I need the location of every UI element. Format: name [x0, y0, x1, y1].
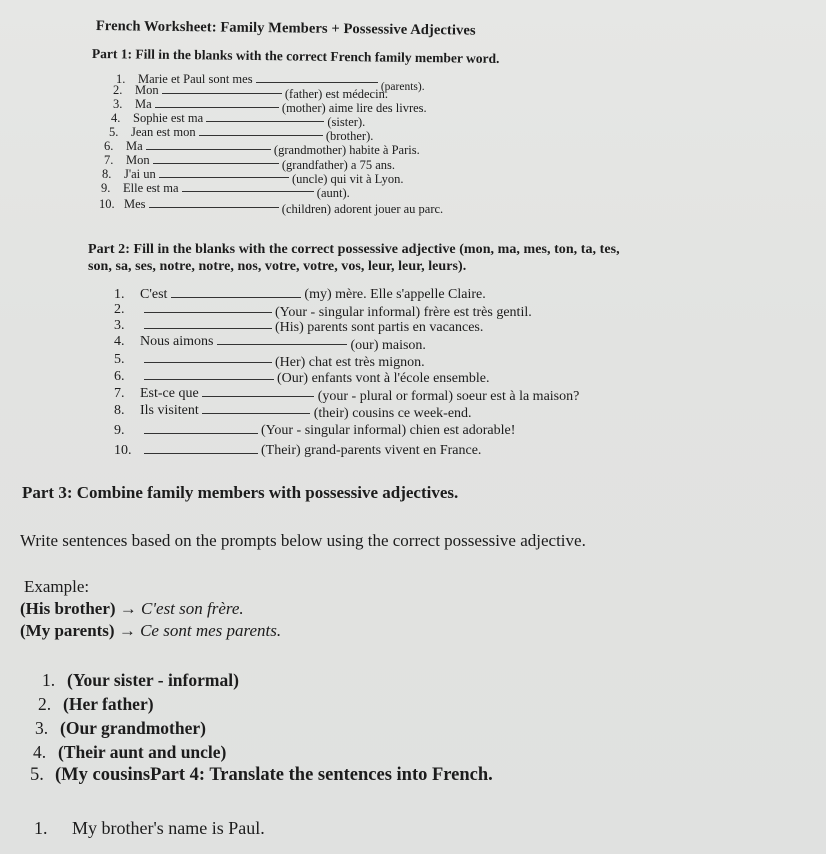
part3-item: 5. (My cousinsPart 4: Translate the sentences into French. — [30, 765, 493, 785]
answer-blank[interactable] — [144, 370, 274, 380]
answer-blank[interactable] — [199, 126, 323, 136]
answer-blank[interactable] — [206, 112, 324, 122]
answer-blank[interactable] — [256, 73, 378, 83]
example-row: (His brother) → C'est son frère. — [20, 599, 244, 618]
arrow-icon: → — [118, 621, 136, 640]
part3-heading: Part 3: Combine family members with possessive adjectives. — [22, 483, 459, 502]
answer-blank[interactable] — [217, 335, 347, 345]
part2-item: 2. (Your - singular informal) frère est très gentil. — [114, 302, 532, 320]
part2-item: 3. (His) parents sont partis en vacances. — [114, 318, 484, 335]
arrow-icon: → — [119, 599, 137, 618]
part2-item: 9. (Your - singular informal) chien est adorable! — [114, 423, 516, 438]
part1-item: 6. Ma (grandmother) habite à Paris. — [104, 139, 420, 157]
example-label: Example: — [24, 577, 90, 596]
part3-item: 2. (Her father) — [38, 694, 154, 714]
part3-instructions: Write sentences based on the prompts below using the correct possessive adjective. — [20, 531, 586, 550]
answer-blank[interactable] — [162, 84, 282, 94]
part2-heading: Part 2: Fill in the blanks with the correct possessive adjective (mon, ma, mes, ton, ta, tes, son, sa, ses, notre, notre, nos, votre, votre, vos, leur, leur, leurs). — [88, 242, 620, 274]
part1-item: 3. Ma (mother) aime lire des livres. — [113, 97, 427, 115]
part1-item: 4. Sophie est ma (sister). — [111, 111, 366, 129]
answer-blank[interactable] — [202, 404, 310, 414]
answer-blank[interactable] — [149, 198, 279, 208]
part2-item: 5. (Her) chat est très mignon. — [114, 352, 425, 370]
answer-blank[interactable] — [144, 319, 272, 329]
part2-item: 7. Est-ce que (your - plural or formal) soeur est à la maison? — [114, 386, 580, 404]
part1-item: 1. Marie et Paul sont mes (parents). — [116, 72, 425, 93]
part1-item: 9. Elle est ma (aunt). — [101, 181, 350, 200]
part3-item: 4. (Their aunt and uncle) — [33, 742, 227, 762]
part1-heading: Part 1: Fill in the blanks with the correct French family member word. — [91, 46, 500, 66]
part3-item: 1. (Your sister - informal) — [42, 670, 239, 690]
part1-item: 10. Mes (children) adorent jouer au parc. — [99, 197, 444, 216]
part2-item: 10. (Their) grand-parents vivent en France. — [114, 443, 482, 458]
part1-item: 2. Mon (father) est médecin. — [113, 83, 388, 101]
part1-item: 7. Mon (grandfather) a 75 ans. — [104, 153, 396, 172]
answer-blank[interactable] — [182, 182, 314, 192]
part2-item: 6. (Our) enfants vont à l'école ensemble. — [114, 369, 490, 386]
worksheet-title: French Worksheet: Family Members + Possessive Adjectives — [95, 18, 476, 39]
part2-item: 4. Nous aimons (our) maison. — [114, 334, 426, 353]
answer-blank[interactable] — [146, 140, 271, 150]
answer-blank[interactable] — [202, 387, 314, 397]
answer-blank[interactable] — [144, 444, 258, 454]
answer-blank[interactable] — [144, 424, 258, 434]
part1-item: 8. J'ai un (uncle) qui vit à Lyon. — [102, 167, 404, 186]
answer-blank[interactable] — [144, 303, 272, 313]
part1-item: 5. Jean est mon (brother). — [109, 125, 374, 143]
answer-blank[interactable] — [159, 168, 289, 178]
answer-blank[interactable] — [155, 98, 279, 108]
part2-item: 8. Ils visitent (their) cousins ce week-end. — [114, 403, 472, 421]
example-row: (My parents) → Ce sont mes parents. — [20, 621, 282, 640]
answer-blank[interactable] — [171, 288, 301, 298]
part3-item: 3. (Our grandmother) — [35, 718, 206, 738]
answer-blank[interactable] — [153, 154, 279, 164]
part4-item: 1. My brother's name is Paul. — [34, 818, 265, 838]
part2-item: 1. C'est (my) mère. Elle s'appelle Claire. — [114, 287, 486, 302]
answer-blank[interactable] — [144, 353, 272, 363]
